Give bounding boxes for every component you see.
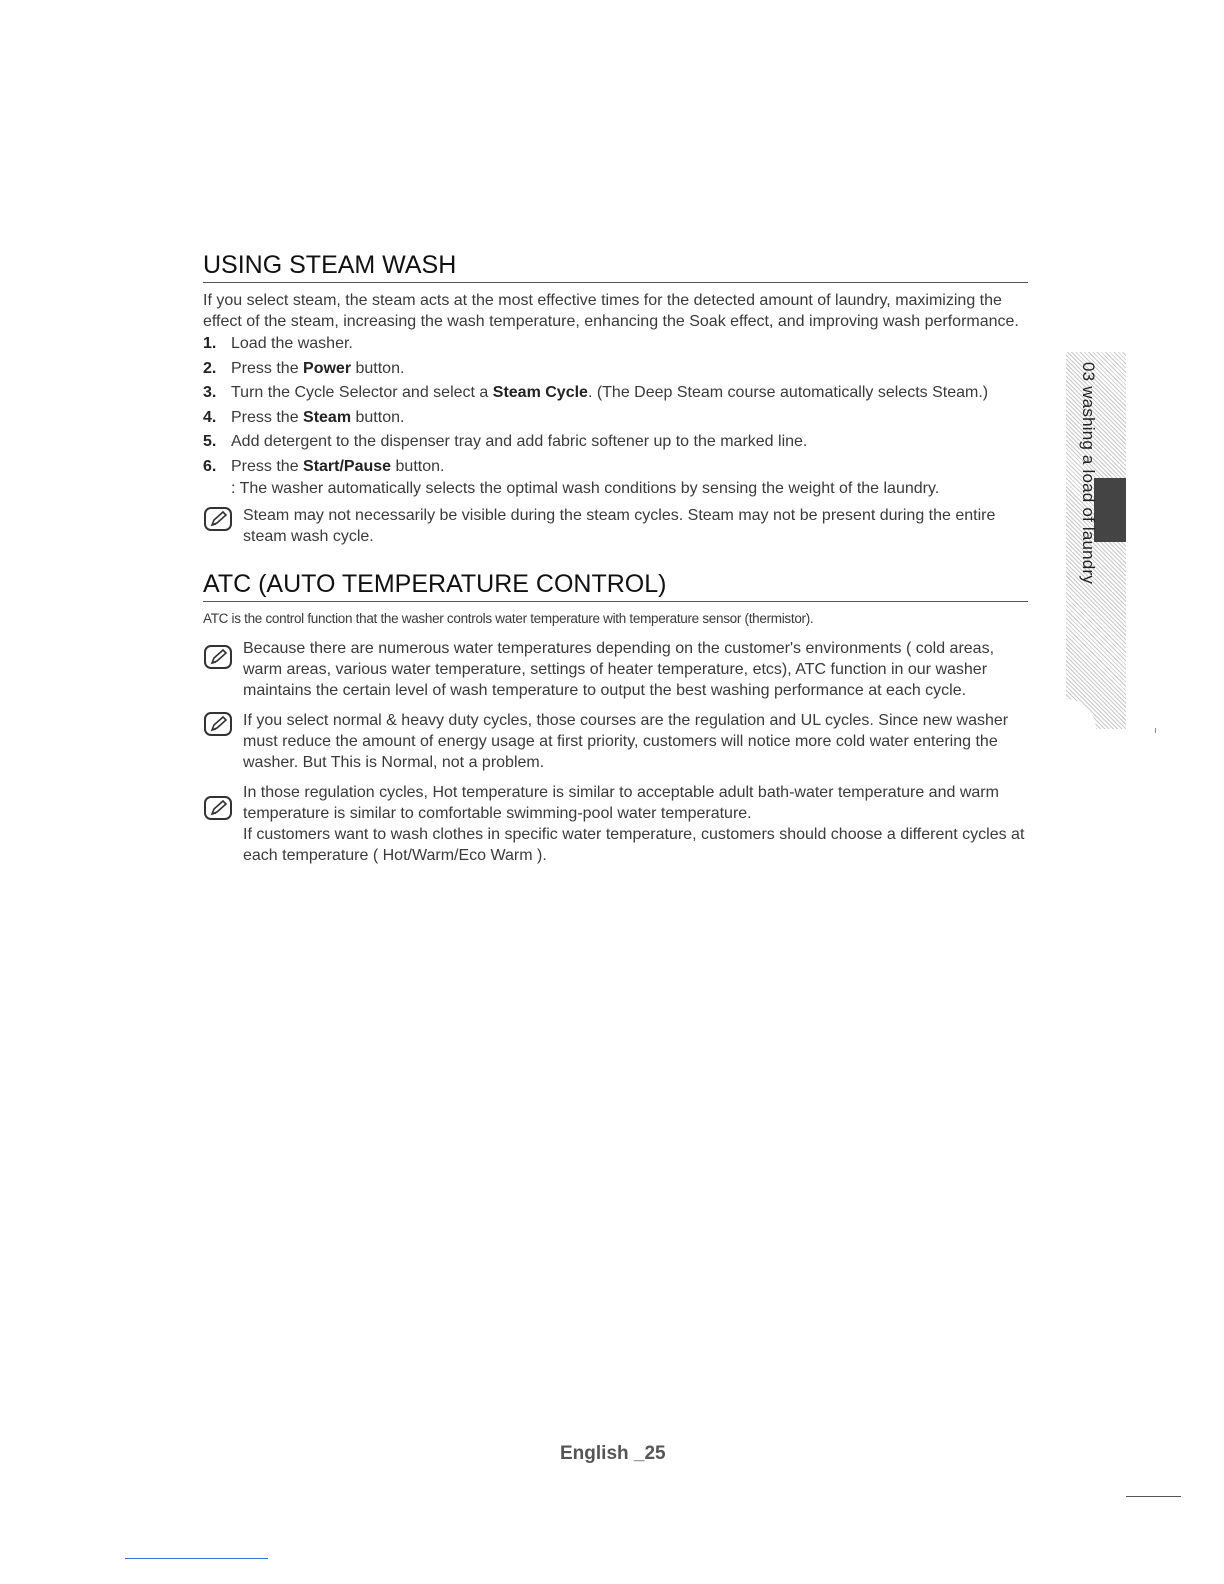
note-text: In those regulation cycles, Hot temperature is similar to acceptable adult bath-water temperature and warm temperature is similar to comfortable swimming-pool water temperature.	[243, 784, 999, 822]
note-atc-environment	[203, 638, 1028, 701]
side-tab-label: 03 washing a load of laundry	[1079, 362, 1098, 585]
step-text: Press the	[231, 359, 304, 377]
note-regulation-cycles	[203, 710, 1028, 773]
page-number: English _25	[560, 1443, 666, 1464]
note-pencil-icon	[203, 711, 233, 737]
edge-tick	[1155, 728, 1156, 733]
step-bold-term: Power	[303, 359, 352, 377]
step-bold-term: Start/Pause	[303, 457, 392, 475]
step-text: Turn the Cycle Selector and select a	[231, 384, 493, 401]
step-number: 3.	[203, 384, 217, 401]
step-bold-term: Steam Cycle	[492, 384, 588, 401]
bottom-link-rule	[125, 1558, 268, 1559]
note-text: Because there are numerous water temperatures depending on the customer's environments ( cold areas, warm areas, various water temperature, settings of heater temperature, etcs), ATC function in our washer maintains the certain level of wash temperature to output the best washing performance at each cycle.	[243, 640, 995, 699]
steam-wash-intro: If you select steam, the steam acts at the most effective times for the detected amount of laundry, maximizing the effect of the steam, increasing the wash temperature, enhancing the Soak effect, and improving wash performance.	[203, 292, 1019, 330]
step-item	[203, 456, 1028, 477]
step-number: 6.	[203, 457, 217, 475]
note-pencil-icon	[203, 506, 233, 532]
step-text-end: button.	[351, 359, 405, 377]
section-title-steam-wash: USING STEAM WASH	[203, 250, 1028, 283]
step-text-end: . (The Deep Steam course automatically selects Steam.)	[587, 384, 989, 401]
page-content	[203, 250, 1028, 866]
note-steam-visibility	[203, 505, 1028, 547]
step-item	[203, 358, 1028, 379]
step-text-end: button.	[391, 457, 445, 475]
footer-rule	[1126, 1496, 1181, 1497]
steam-wash-steps	[203, 333, 1028, 477]
step-item	[203, 431, 1028, 452]
note-temperature-comparison	[203, 782, 1028, 866]
atc-intro: ATC is the control function that the washer controls water temperature with temperature sensor (thermistor).	[203, 611, 814, 626]
note-pencil-icon	[203, 795, 233, 821]
step-text: Load the washer.	[231, 335, 353, 352]
side-tab-marker	[1094, 478, 1126, 542]
note-pencil-icon	[203, 644, 233, 670]
note-text: Steam may not necessarily be visible during the steam cycles. Steam may not be present during the entire steam wash cycle.	[243, 507, 996, 545]
step-text: Add detergent to the dispenser tray and add fabric softener up to the marked line.	[231, 433, 808, 450]
step-number: 5.	[203, 433, 217, 450]
step-item	[203, 333, 1028, 354]
step-bold-term: Steam	[303, 408, 352, 426]
step-number: 4.	[203, 408, 217, 426]
step-item	[203, 407, 1028, 428]
section-title-atc: ATC (AUTO TEMPERATURE CONTROL)	[203, 569, 1028, 602]
step-item	[203, 382, 1028, 403]
step-result: : The washer automatically selects the optimal wash conditions by sensing the weight of the laundry.	[231, 480, 940, 497]
step-number: 1.	[203, 335, 217, 352]
step-text: Press the	[231, 408, 304, 426]
note-text: If you select normal & heavy duty cycles, those courses are the regulation and UL cycles. Since new washer must reduce the amount of energy usage at first priority, customers will notice more cold water entering the washer. But This is Normal, not a problem.	[243, 712, 1009, 771]
step-text: Press the	[231, 457, 304, 475]
step-text-end: button.	[351, 408, 405, 426]
step-number: 2.	[203, 359, 217, 377]
chapter-side-tab	[1066, 352, 1126, 729]
note-text-continued: If customers want to wash clothes in specific water temperature, customers should choose a different cycles at each temperature ( Hot/Warm/Eco Warm ).	[243, 826, 1025, 864]
